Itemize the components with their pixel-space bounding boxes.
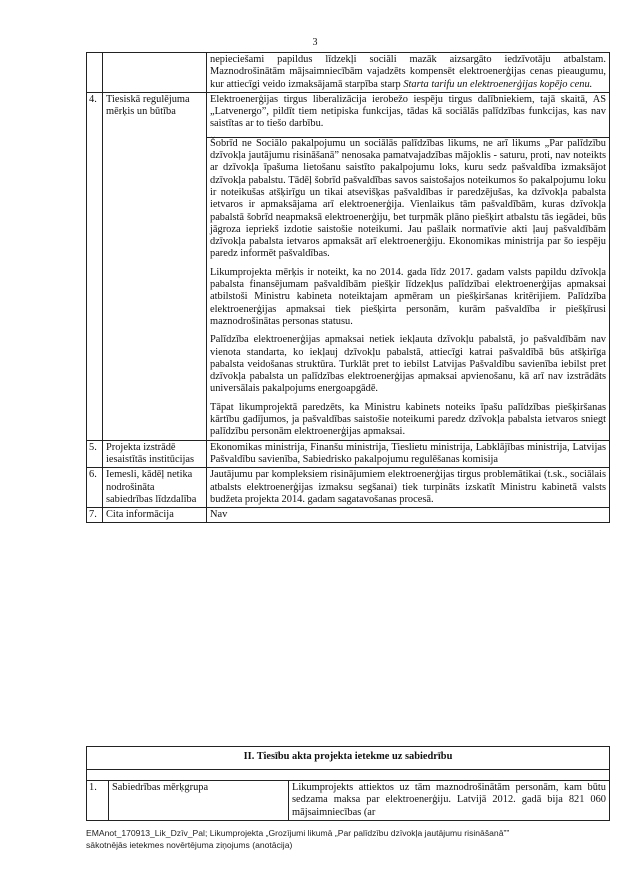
row-1-text: Likumprojekts attiektos uz tām maznodrošinātām personām, kam būtu sedzama maksa par elektroenerģiju. Latvijā 2012. gadā bija 821 060 mājsaimniecības (ar bbox=[292, 782, 606, 818]
table-row-5 bbox=[87, 440, 610, 468]
row-number: 5. bbox=[87, 440, 103, 468]
row-4-paragraph: Elektroenerģijas tirgus liberalizācija ierobežo iespēju tirgus dalībniekiem, tajā skaitā, AS „Latvenergo”, pildīt tiem netipiska funkcijas, tādas kā sociālās palīdzības funkcijas, kas nav saistītas ar to tiešo darbību. bbox=[210, 93, 606, 130]
page-number: 3 bbox=[312, 37, 318, 48]
section-header-row bbox=[87, 747, 610, 770]
row-5-text: Ekonomikas ministrija, Finanšu ministrija, Tieslietu ministrija, Labklājības ministrija, Latvijas Pašvaldību savienība, Sabiedrisko pakalpojumu regulēšanas komisija bbox=[210, 441, 606, 465]
row-number: 4. bbox=[87, 92, 103, 440]
table-row-1 bbox=[87, 781, 610, 821]
table-row-continuation bbox=[87, 53, 610, 93]
document-footer bbox=[86, 827, 616, 851]
annotation-table-section-1 bbox=[86, 52, 610, 523]
row-label: Projekta izstrādē iesaistītās institūcijas bbox=[103, 440, 207, 468]
row-4-paragraph: Šobrīd ne Sociālo pakalpojumu un sociālās palīdzības likums, ne arī likums „Par palīdzību dzīvokļa jautājumu risināšanā” nenosaka pamatvajadzības mājoklis - saturu, proti, nav noteikts ar dzīvokļa īpašuma lietošanu saistīto pakalpojumu loks, kuru sedz pašvaldība izmaksājot dzīvokļa pabalstu. Tādēļ šobrīd pašvaldības savos saistošajos noteikumos šo pakalpojumu loku ir noteikušas atšķirīgu un tikai atsevišķas pašvaldības ir paredzējušas, ka dzīvokļa pabalsta ietvaros ir apmaksājama arī elektroenerģija. Vienlaikus tām pašvaldībām, kuras dzīvokļa pabalstā šobrīd neapmaksā elektroenerģiju, bet turpmāk plāno piešķirt atbalstu tās iegādei, būs jāgroza iepriekš izdotie saistošie noteikumi. Jau pašlaik normatīvie akti ļauj pašvaldībām dzīvokļa pabalsta ietvaros apmaksāt arī elektroenerģiju. Ekonomikas ministrija par šo iespēju paredz informēt pašvaldības. bbox=[210, 137, 606, 260]
row-6-text: Jautājumu par kompleksiem risinājumiem elektroenerģijas tirgus problemātikai (t.sk., sociālais atbalsts elektroenerģijas izmaksu segšanai) tiek turpināts izskatīt Ministru kabinetā valsts budžeta projekta 2014. gadam sagatavošanas procesā. bbox=[210, 469, 606, 505]
row-4-paragraph: Likumprojekta mērķis ir noteikt, ka no 2014. gada līdz 2017. gadam valsts papildu dzīvokļa pabalsta finansējumam pašvaldībām piešķir līdzekļus palīdzībai elektroenerģijas apmaksai atbilstoši Ministru kabineta noteiktajam apmēram un piešķiršanas kritērijiem. Palīdzība elektroenerģijas apmaksai tiek piešķirta personām, kurām pašvaldība ir piešķīrusi maznodrošinātas personas statusu. bbox=[210, 266, 606, 327]
section-title: II. Tiesību akta projekta ietekme uz sabiedrību bbox=[87, 747, 610, 770]
footer-line-1: EMAnot_170913_Lik_Dzīv_Pal; Likumprojekta „Grozījumi likumā „Par palīdzību dzīvokļa jautājumu risināšanā”” bbox=[86, 828, 510, 838]
spacer-row bbox=[87, 770, 610, 781]
cont-num-cell bbox=[87, 53, 103, 93]
row-label: Iemesli, kādēļ netika nodrošināta sabiedrības līdzdalība bbox=[103, 468, 207, 508]
table-row-7 bbox=[87, 508, 610, 523]
row-4-paragraph: Palīdzība elektroenerģijas apmaksai netiek iekļauta dzīvokļu pabalstā, jo pašvaldībām nav vienota standarta, ko iekļauj dzīvokļu pabalstā, attiecīgi katrai pašvaldībā būs atšķirīga pabalsta veidošanas struktūra. Turklāt pret to iebilst Latvijas Pašvaldību savienība iebilst pret dzīvokļa pabalsta un palīdzības elektroenerģijas apmaksai apvienošanu, kā arī nav izstrādāts universālais pakalpojums energoapgādē. bbox=[210, 334, 606, 395]
row-number: 6. bbox=[87, 468, 103, 508]
row-number: 7. bbox=[87, 508, 103, 523]
row-label: Sabiedrības mērķgrupa bbox=[109, 781, 289, 821]
row-4-content bbox=[207, 92, 610, 440]
annotation-table-section-2 bbox=[86, 746, 610, 821]
row-label: Tiesiskā regulējuma mērķis un būtība bbox=[103, 92, 207, 440]
row-label: Cita informācija bbox=[103, 508, 207, 523]
continuation-italic-text: Starta tarifu un elektroenerģijas kopējo cenu. bbox=[403, 78, 593, 90]
row-7-text: Nav bbox=[210, 509, 228, 521]
row-number: 1. bbox=[87, 781, 109, 821]
table-row-6 bbox=[87, 468, 610, 508]
continuation-text: nepieciešami papildus līdzekļi sociāli mazāk aizsargāto iedzīvotāju atbalstam. Maznodrošinātām mājsaimniecībām vajadzēts kompensēt elektroenerģijas cenas pieaugumu, kur attiecīgi veido izmaksājamā starpība starp bbox=[210, 54, 606, 90]
row-4-paragraph: Tāpat likumprojektā paredzēts, ka Ministru kabinets noteiks īpašu palīdzības piešķiršanas kārtību gadījumos, ja pašvaldības saistošie noteikumi paredz dzīvokļa pabalsta ietvaros sniegt palīdzību personām elektroenerģijas apmaksai. bbox=[210, 401, 606, 438]
cont-text-cell bbox=[207, 53, 610, 93]
footer-line-2: sākotnējās ietekmes novērtējuma ziņojums (anotācija) bbox=[86, 840, 293, 850]
table-row-4 bbox=[87, 92, 610, 440]
cont-label-cell bbox=[103, 53, 207, 93]
